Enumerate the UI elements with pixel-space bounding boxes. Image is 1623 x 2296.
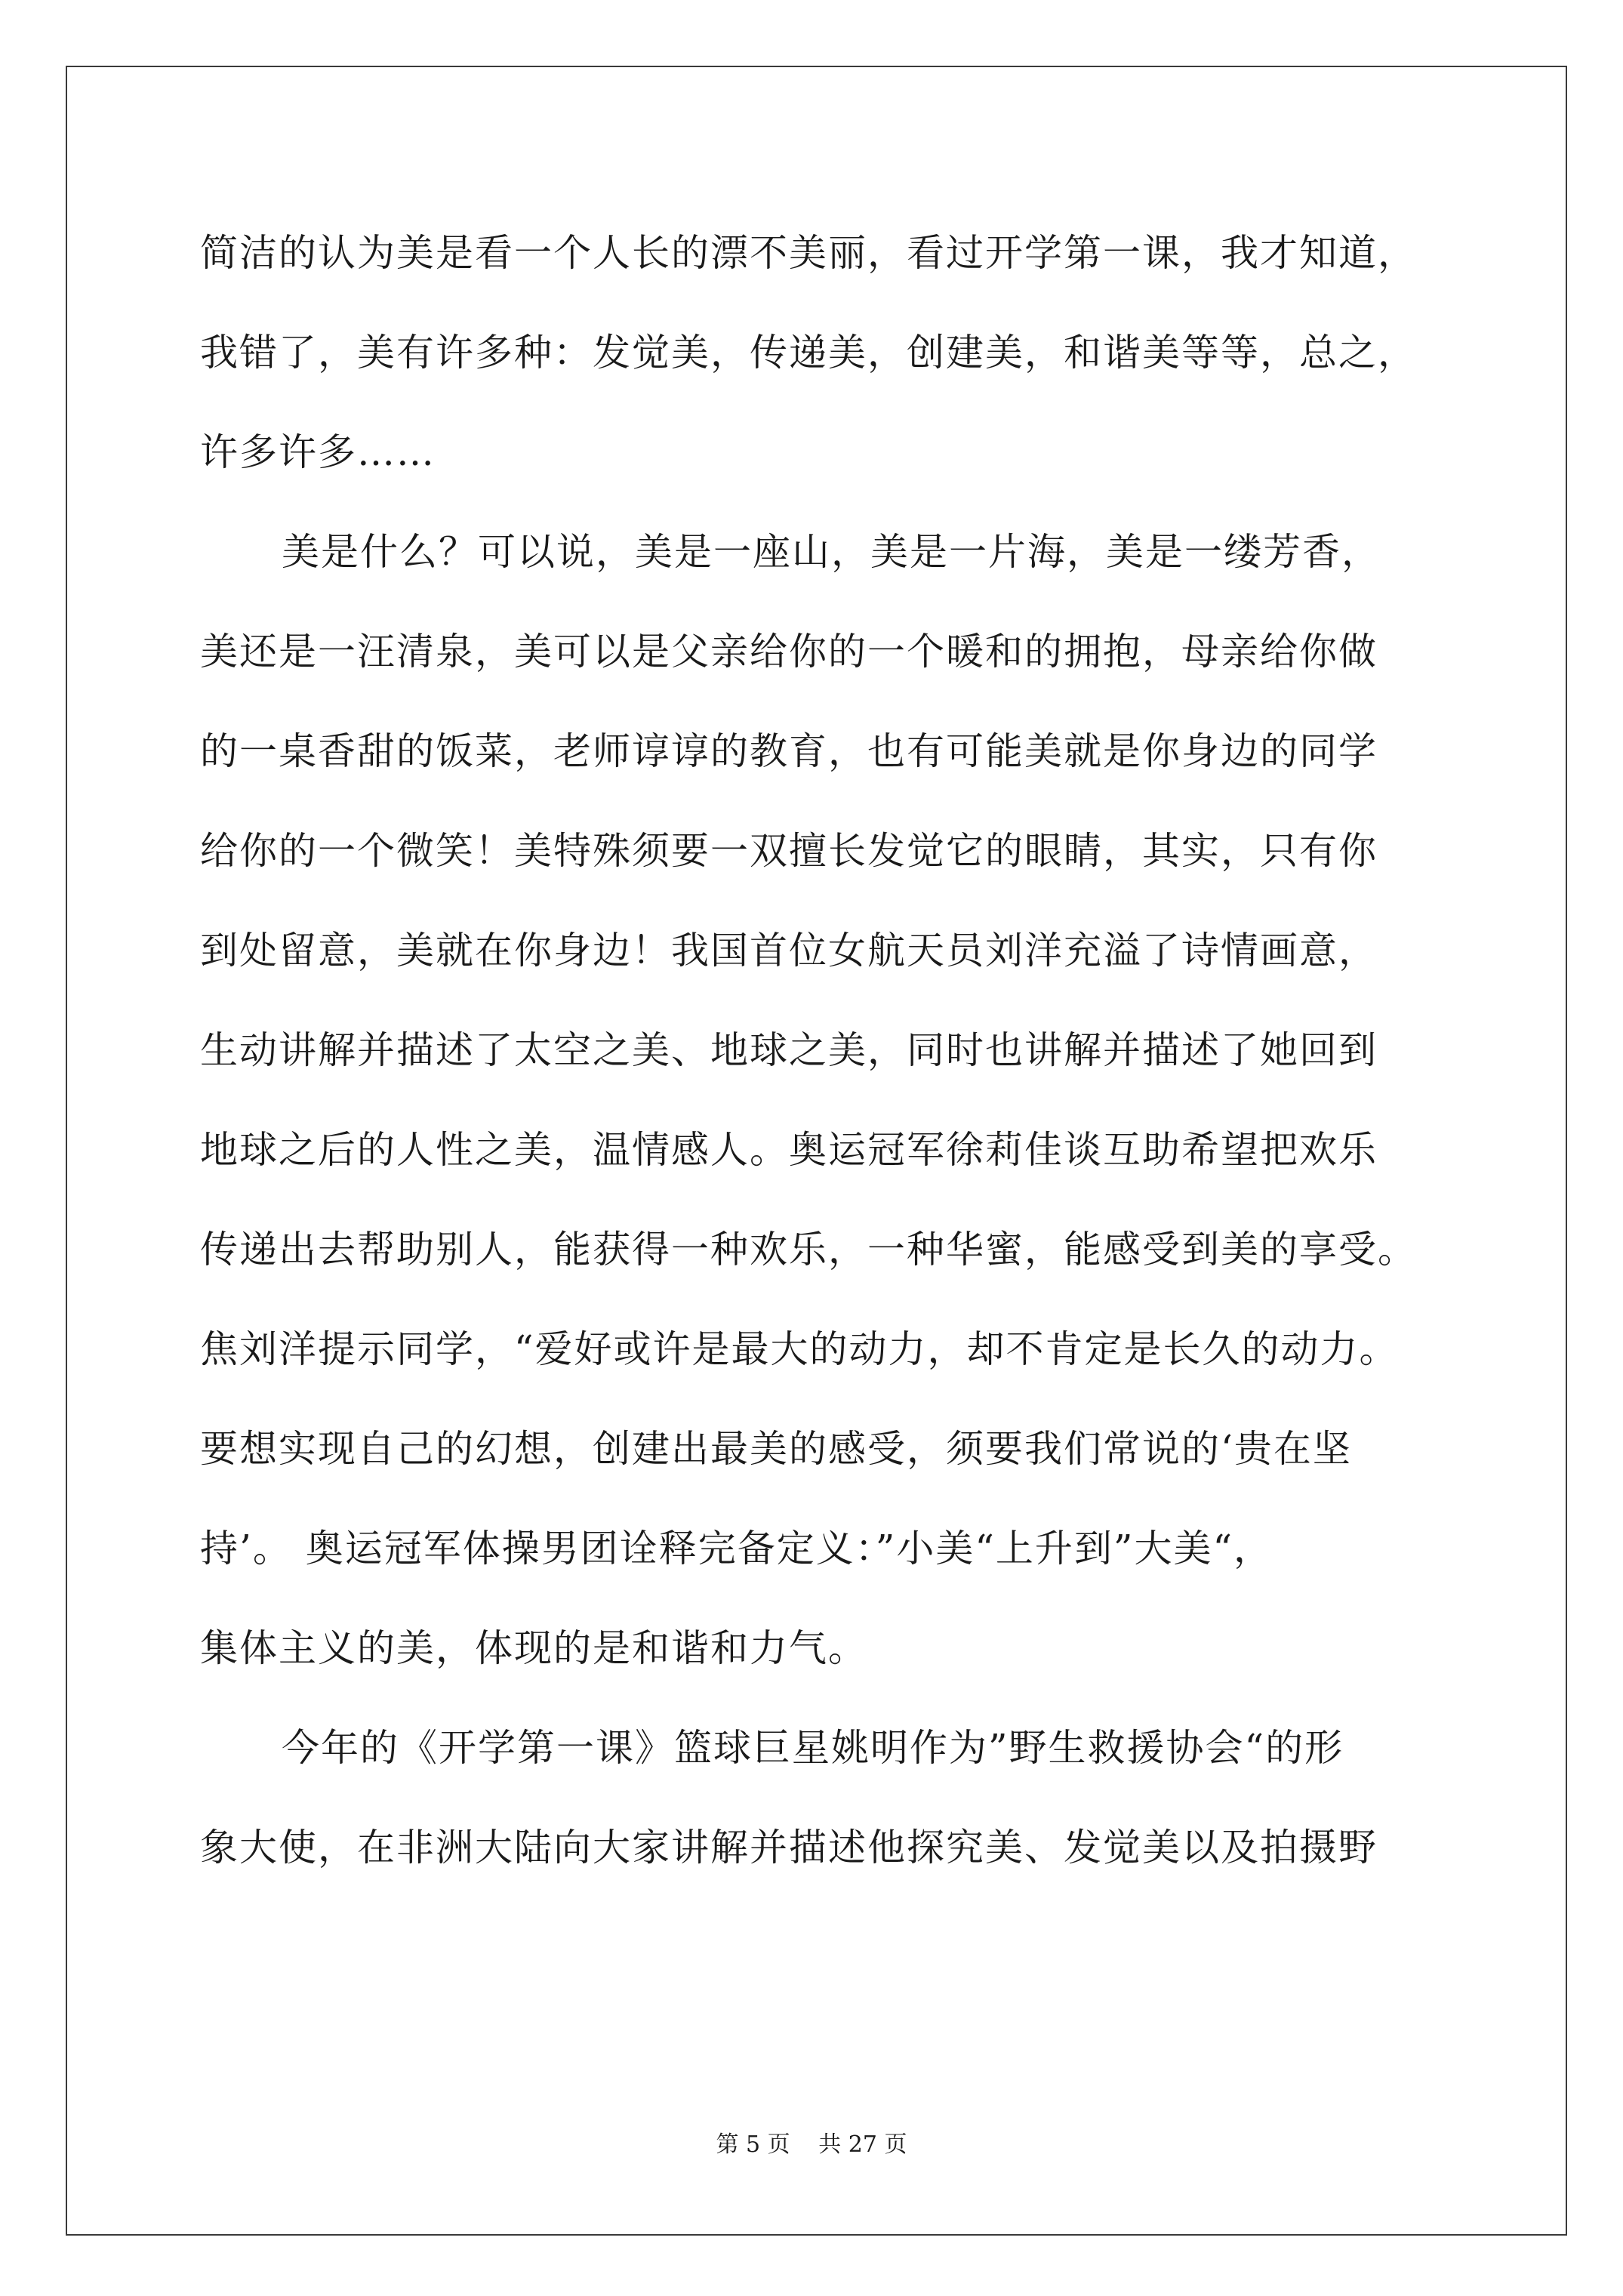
current-page-label: 第 5 页	[716, 2131, 790, 2158]
document-body	[200, 211, 1423, 1906]
text-line: 焦刘洋提示同学，“爱好或许是最大的动力，却不肯定是长久的动力。	[200, 1327, 1399, 1371]
text-line: 要想实现自己的幻想，创建出最美的感受，须要我们常说的‘贵在坚	[200, 1427, 1352, 1471]
text-line: 生动讲解并描述了太空之美、地球之美，同时也讲解并描述了她回到	[200, 1028, 1378, 1072]
text-line: 今年的《开学第一课》篮球巨星姚明作为”野生救援协会“的形	[282, 1726, 1344, 1770]
text-line: 持’。 奥运冠军体操男团诠释完备定义：”小美“上升到”大美“，	[200, 1527, 1273, 1570]
text-line: 美还是一汪清泉，美可以是父亲给你的一个暖和的拥抱，母亲给你做	[200, 630, 1378, 673]
text-line: 地球之后的人性之美，温情感人。奥运冠军徐莉佳谈互助希望把欢乐	[200, 1128, 1378, 1172]
text-line: 象大使，在非洲大陆向大家讲解并描述他探究美、发觉美以及拍摄野	[200, 1826, 1378, 1869]
text-line: 的一桌香甜的饭菜，老师谆谆的教育，也有可能美就是你身边的同学	[200, 729, 1378, 773]
text-line: 集体主义的美，体现的是和谐和力气。	[200, 1626, 867, 1670]
text-line: 给你的一个微笑！美特殊须要一双擅长发觉它的眼睛，其实，只有你	[200, 829, 1378, 873]
text-line: 到处留意，美就在你身边！我国首位女航天员刘洋充溢了诗情画意，	[200, 929, 1378, 972]
page-footer	[0, 2125, 1623, 2159]
text-line: 简洁的认为美是看一个人长的漂不美丽，看过开学第一课，我才知道，	[200, 231, 1417, 275]
total-pages-label: 共 27 页	[818, 2131, 907, 2158]
text-line: 许多许多……	[200, 430, 436, 474]
text-line: 美是什么？可以说，美是一座山，美是一片海，美是一缕芳香，	[282, 530, 1381, 574]
text-line: 我错了，美有许多种：发觉美，传递美，创建美，和谐美等等，总之，	[200, 331, 1417, 374]
text-line: 传递出去帮助别人，能获得一种欢乐，一种华蜜，能感受到美的享受。	[200, 1228, 1417, 1271]
